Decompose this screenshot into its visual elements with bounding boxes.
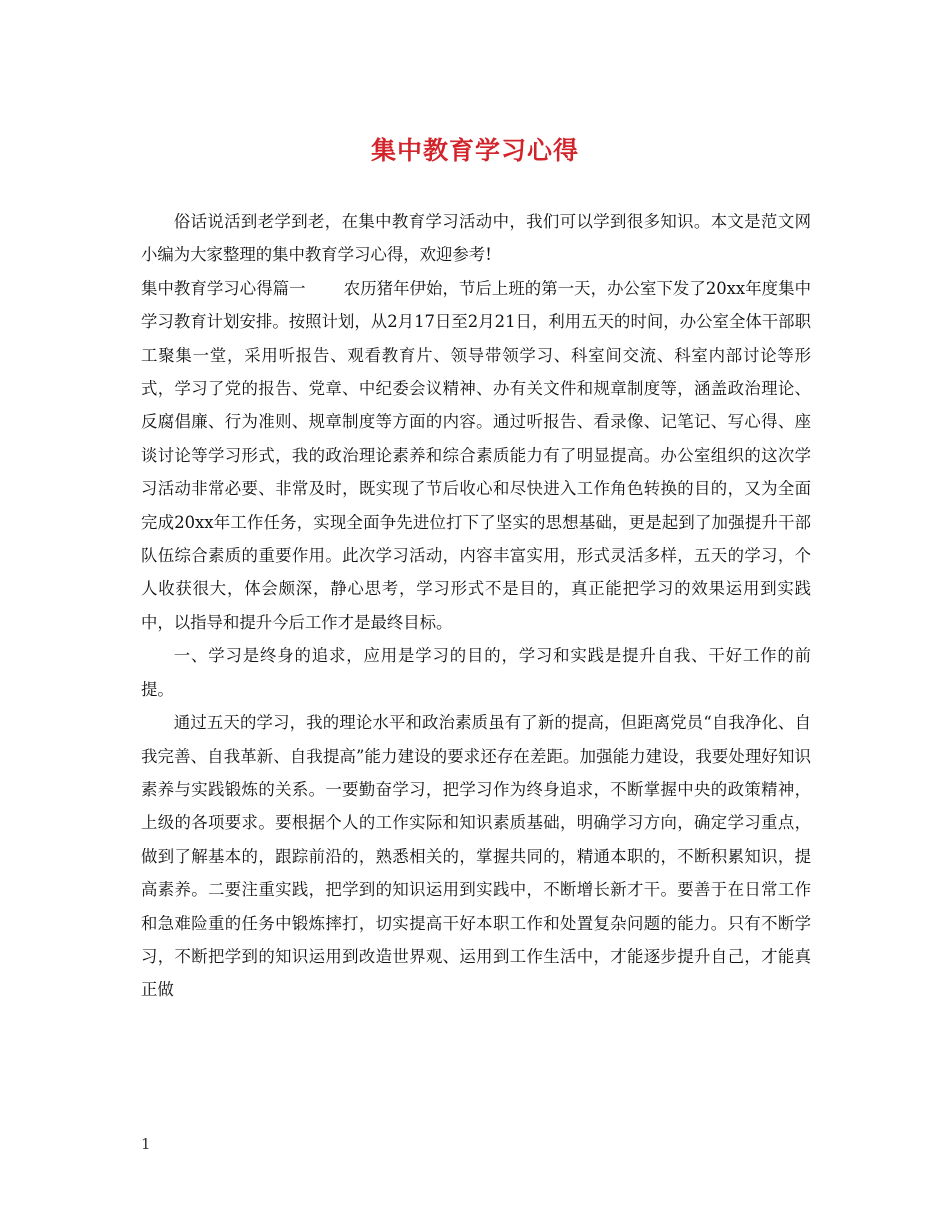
document-body [141, 205, 811, 1007]
paragraph-intro: 俗话说活到老学到老，在集中教育学习活动中，我们可以学到很多知识。本文是范文网小编为大家整理的集中教育学习心得，欢迎参考! [141, 212, 811, 265]
page-number: 1 [141, 1135, 151, 1153]
paragraph-body: 通过五天的学习，我的理论水平和政治素质虽有了新的提高，但距离党员“自我净化、自我完善、自我革新、自我提高”能力建设的要求还存在差距。加强能力建设，我要处理好知识素养与实践锻炼的关系。一要勤奋学习，把学习作为终身追求，不断掌握中央的政策精神，上级的各项要求。要根据个人的工作实际和知识素质基础，明确学习方向，确定学习重点，做到了解基本的，跟踪前沿的，熟悉相关的，掌握共同的，精通本职的，不断积累知识，提高素养。二要注重实践，把学到的知识运用到实践中，不断增长新才干。要善于在日常工作和急难险重的任务中锻炼摔打，切实提高干好本职工作和处置复杂问题的能力。只有不断学习，不断把学到的知识运用到改造世界观、运用到工作生活中，才能逐步提升自己，才能真正做 [141, 713, 811, 1000]
document-title: 集中教育学习心得 [370, 136, 579, 165]
paragraph-heading-one: 一、学习是终身的追求，应用是学习的目的，学习和实践是提升自我、干好工作的前提。 [141, 646, 811, 699]
paragraph-part-one: 集中教育学习心得篇一 农历猪年伊始，节后上班的第一天，办公室下发了20xx年度集中学习教育计划安排。按照计划，从2月17日至2月21日，利用五天的时间，办公室全体干部职工聚集一堂，采用听报告、观看教育片、领导带领学习、科室间交流、科室内部讨论等形式，学习了党的报告、党章、中纪委会议精神、办有关文件和规章制度等，涵盖政治理论、反腐倡廉、行为准则、规章制度等方面的内容。通过听报告、看录像、记笔记、写心得、座谈讨论等学习形式，我的政治理论素养和综合素质能力有了明显提高。办公室组织的这次学习活动非常必要、非常及时，既实现了节后收心和尽快进入工作角色转换的目的，又为全面完成20xx年工作任务，实现全面争先进位打下了坚实的思想基础，更是起到了加强提升干部队伍综合素质的重要作用。此次学习活动，内容丰富实用，形式灵活多样，五天的学习，个人收获很大，体会颇深，静心思考，学习形式不是目的，真正能把学习的效果运用到实践中，以指导和提升今后工作才是最终目标。 [141, 278, 811, 632]
